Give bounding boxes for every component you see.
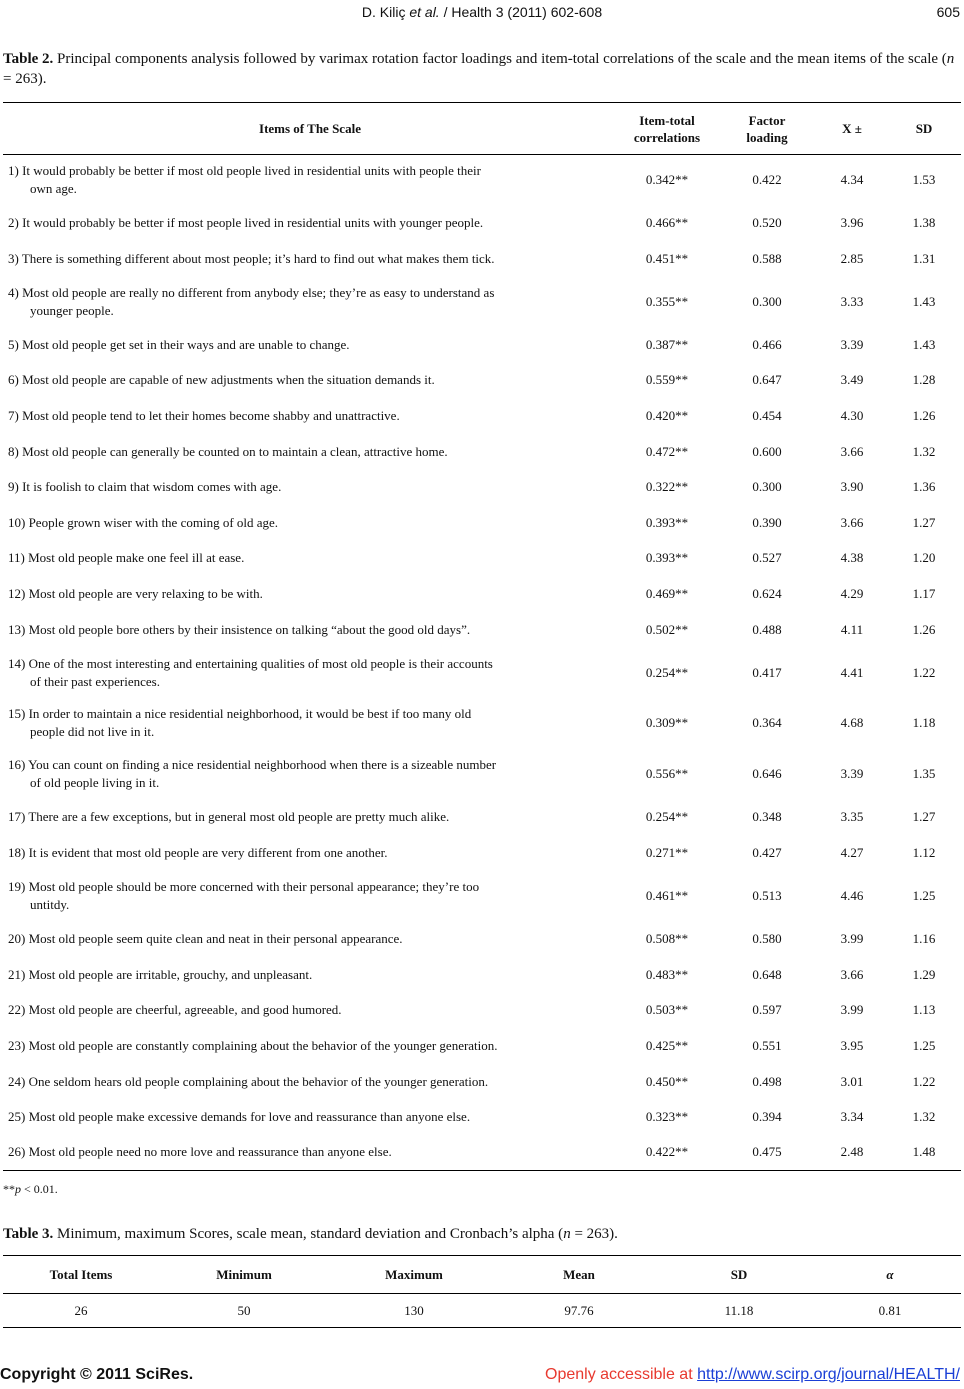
table-row bbox=[3, 576, 961, 612]
table-row bbox=[3, 434, 961, 470]
item-total-correlation: 0.254** bbox=[645, 664, 689, 680]
item-total-correlation: 0.503** bbox=[645, 1002, 689, 1018]
item-total-correlation: 0.322** bbox=[645, 479, 689, 495]
item-total-correlation: 0.451** bbox=[645, 250, 689, 266]
table2-caption-text: Principal components analysis followed by varimax rotation factor loadings and item-total correlations of the scale and the mean items of the scale ( bbox=[53, 51, 947, 67]
item-line-continued: own age. bbox=[30, 181, 77, 197]
table2-n-symbol: n bbox=[946, 51, 955, 67]
factor-loading: 0.364 bbox=[752, 715, 782, 731]
item-total-correlation: 0.461** bbox=[645, 888, 689, 903]
item-text bbox=[3, 241, 617, 277]
item-line: 16) You can count on finding a nice residential neighborhood when there is a sizeable number bbox=[8, 757, 497, 773]
table-row bbox=[3, 541, 961, 577]
t3-sd: 11.18 bbox=[724, 1302, 754, 1318]
factor-loading: 0.647 bbox=[752, 372, 782, 388]
item-line: 23) Most old people are constantly complaining about the behavior of the younger generation. bbox=[8, 1037, 498, 1053]
factor-loading: 0.390 bbox=[752, 514, 782, 530]
item-total-correlation: 0.450** bbox=[645, 1073, 689, 1089]
t3-alpha: 0.81 bbox=[878, 1302, 902, 1318]
item-mean: 3.99 bbox=[840, 1002, 864, 1018]
item-sd: 1.53 bbox=[912, 172, 936, 188]
item-line: 10) People grown wiser with the coming of old age. bbox=[8, 514, 279, 530]
item-text bbox=[3, 327, 617, 363]
item-sd: 1.25 bbox=[912, 888, 936, 903]
table-row bbox=[3, 871, 961, 922]
table-row bbox=[3, 647, 961, 698]
item-total-correlation: 0.469** bbox=[645, 586, 689, 602]
table3-label: Table 3. bbox=[3, 1226, 54, 1242]
table3-caption bbox=[3, 1224, 961, 1244]
table-row bbox=[3, 1028, 961, 1064]
factor-loading: 0.300 bbox=[752, 479, 782, 495]
table3-row bbox=[3, 1294, 961, 1328]
item-text bbox=[3, 469, 617, 505]
item-mean: 4.34 bbox=[840, 172, 864, 188]
item-text bbox=[3, 276, 617, 327]
page-number: 605 bbox=[936, 4, 960, 20]
access-text: Openly accessible at bbox=[545, 1366, 698, 1383]
table3-caption-text: Minimum, maximum Scores, scale mean, standard deviation and Cronbach’s alpha ( bbox=[53, 1226, 564, 1242]
t3-header-alpha: α bbox=[886, 1267, 894, 1282]
item-sd: 1.22 bbox=[912, 664, 936, 680]
item-text bbox=[3, 921, 617, 957]
factor-loading: 0.588 bbox=[752, 250, 782, 266]
factor-loading: 0.551 bbox=[752, 1037, 782, 1053]
item-sd: 1.27 bbox=[912, 514, 936, 530]
t3-header-mean: Mean bbox=[563, 1267, 595, 1282]
item-line: 5) Most old people get set in their ways and are unable to change. bbox=[8, 336, 350, 352]
table2 bbox=[3, 102, 961, 1171]
item-text bbox=[3, 871, 617, 922]
item-mean: 3.66 bbox=[840, 514, 864, 530]
table-row bbox=[3, 835, 961, 871]
item-line: 1) It would probably be better if most old people lived in residential units with people their bbox=[8, 163, 481, 179]
item-text bbox=[3, 398, 617, 434]
header-item-total-line2: correlations bbox=[633, 129, 701, 145]
item-line: 14) One of the most interesting and entertaining qualities of most old people is their accounts bbox=[8, 655, 493, 671]
table2-label: Table 2. bbox=[3, 51, 54, 67]
factor-loading: 0.348 bbox=[752, 809, 782, 825]
item-total-correlation: 0.502** bbox=[645, 621, 689, 637]
item-total-correlation: 0.393** bbox=[645, 514, 689, 530]
factor-loading: 0.454 bbox=[752, 408, 782, 424]
item-line: 6) Most old people are capable of new adjustments when the situation demands it. bbox=[8, 372, 435, 388]
t3-maximum: 130 bbox=[404, 1302, 424, 1318]
factor-loading: 0.597 bbox=[752, 1002, 782, 1018]
item-total-correlation: 0.393** bbox=[645, 550, 689, 566]
header-factor-line2: loading bbox=[746, 129, 788, 145]
item-sd: 1.31 bbox=[912, 250, 936, 266]
factor-loading: 0.600 bbox=[752, 443, 782, 459]
item-total-correlation: 0.355** bbox=[645, 293, 689, 309]
table-row bbox=[3, 1099, 961, 1135]
t3-minimum: 50 bbox=[237, 1302, 251, 1318]
header-sd: SD bbox=[915, 121, 933, 136]
table-row bbox=[3, 398, 961, 434]
item-mean: 3.39 bbox=[840, 336, 864, 352]
factor-loading: 0.513 bbox=[752, 888, 782, 903]
table-row bbox=[3, 241, 961, 277]
t3-header-sd: SD bbox=[730, 1267, 748, 1282]
item-sd: 1.25 bbox=[912, 1037, 936, 1053]
item-total-correlation: 0.420** bbox=[645, 408, 689, 424]
copyright: Copyright © 2011 SciRes. bbox=[0, 1366, 194, 1383]
table-row bbox=[3, 921, 961, 957]
item-mean: 3.95 bbox=[840, 1037, 864, 1053]
item-sd: 1.22 bbox=[912, 1073, 936, 1089]
table-row bbox=[3, 957, 961, 993]
t3-mean: 97.76 bbox=[564, 1302, 594, 1318]
item-line: 19) Most old people should be more concerned with their personal appearance; they’re too bbox=[8, 879, 480, 894]
table2-caption bbox=[3, 49, 961, 89]
item-line: 26) Most old people need no more love and reassurance than anyone else. bbox=[8, 1144, 392, 1160]
table2-footnote bbox=[3, 1182, 58, 1197]
item-line-continued: of their past experiences. bbox=[30, 673, 160, 689]
item-line: 4) Most old people are really no different from anybody else; they’re as easy to understand as bbox=[8, 284, 495, 300]
header-authors: D. Kiliç bbox=[361, 4, 410, 20]
item-total-correlation: 0.323** bbox=[645, 1109, 689, 1125]
header-et-al: et al. bbox=[409, 4, 440, 20]
factor-loading: 0.422 bbox=[752, 172, 782, 188]
table-row bbox=[3, 155, 961, 206]
item-text bbox=[3, 698, 617, 749]
item-sd: 1.28 bbox=[912, 372, 936, 388]
factor-loading: 0.624 bbox=[752, 586, 782, 602]
item-mean: 4.41 bbox=[840, 664, 864, 680]
table-row bbox=[3, 276, 961, 327]
table-row bbox=[3, 327, 961, 363]
item-line-continued: younger people. bbox=[30, 302, 114, 318]
item-mean: 2.85 bbox=[840, 250, 864, 266]
table-row bbox=[3, 1064, 961, 1100]
item-line: 8) Most old people can generally be counted on to maintain a clean, attractive home. bbox=[8, 443, 448, 459]
item-text bbox=[3, 647, 617, 698]
item-text bbox=[3, 957, 617, 993]
item-total-correlation: 0.472** bbox=[645, 443, 689, 459]
item-text bbox=[3, 749, 617, 800]
item-text bbox=[3, 993, 617, 1029]
footnote-p: p bbox=[15, 1182, 21, 1196]
item-mean: 3.96 bbox=[840, 214, 864, 230]
item-line: 20) Most old people seem quite clean and neat in their personal appearance. bbox=[8, 931, 403, 947]
factor-loading: 0.520 bbox=[752, 214, 782, 230]
item-total-correlation: 0.254** bbox=[645, 809, 689, 825]
factor-loading: 0.466 bbox=[752, 336, 782, 352]
factor-loading: 0.394 bbox=[752, 1109, 782, 1125]
table2-caption-end: = 263). bbox=[3, 71, 47, 87]
t3-header-total-items: Total Items bbox=[49, 1267, 113, 1282]
table-row bbox=[3, 799, 961, 835]
header-factor-loading bbox=[717, 103, 817, 155]
table-row bbox=[3, 363, 961, 399]
factor-loading: 0.646 bbox=[752, 766, 782, 782]
table-row bbox=[3, 1135, 961, 1171]
footnote-text: < 0.01. bbox=[21, 1182, 58, 1196]
header-mean: X ± bbox=[842, 121, 862, 136]
item-line: 7) Most old people tend to let their homes become shabby and unattractive. bbox=[8, 408, 400, 424]
item-mean: 3.66 bbox=[840, 443, 864, 459]
header-item-total-line1: Item-total bbox=[639, 112, 695, 128]
item-line: 13) Most old people bore others by their insistence on talking “about the good old days”. bbox=[8, 621, 471, 637]
item-sd: 1.18 bbox=[912, 715, 936, 731]
item-line: 9) It is foolish to claim that wisdom comes with age. bbox=[8, 479, 282, 495]
item-mean: 3.66 bbox=[840, 966, 864, 982]
table3-caption-end: = 263). bbox=[570, 1226, 618, 1242]
factor-loading: 0.527 bbox=[752, 550, 782, 566]
factor-loading: 0.417 bbox=[752, 664, 782, 680]
item-line: 2) It would probably be better if most people lived in residential units with younger people. bbox=[8, 214, 484, 230]
access-note bbox=[545, 1366, 960, 1384]
factor-loading: 0.427 bbox=[752, 844, 782, 860]
table-row bbox=[3, 749, 961, 800]
item-text bbox=[3, 155, 617, 206]
item-total-correlation: 0.556** bbox=[645, 766, 689, 782]
table3-n-symbol: n bbox=[563, 1226, 571, 1242]
item-text bbox=[3, 799, 617, 835]
item-mean: 3.33 bbox=[840, 293, 864, 309]
item-sd: 1.38 bbox=[912, 214, 936, 230]
t3-header-minimum: Minimum bbox=[216, 1267, 272, 1282]
item-line: 22) Most old people are cheerful, agreeable, and good humored. bbox=[8, 1002, 342, 1018]
item-text bbox=[3, 505, 617, 541]
item-sd: 1.20 bbox=[912, 550, 936, 566]
item-mean: 3.35 bbox=[840, 809, 864, 825]
item-mean: 3.34 bbox=[840, 1109, 864, 1125]
item-sd: 1.29 bbox=[912, 966, 936, 982]
item-sd: 1.12 bbox=[912, 844, 936, 860]
item-sd: 1.26 bbox=[912, 408, 936, 424]
item-mean: 4.38 bbox=[840, 550, 864, 566]
item-total-correlation: 0.422** bbox=[645, 1144, 689, 1160]
item-sd: 1.32 bbox=[912, 1109, 936, 1125]
item-sd: 1.36 bbox=[912, 479, 936, 495]
item-line: 18) It is evident that most old people are very different from one another. bbox=[8, 844, 388, 860]
item-total-correlation: 0.271** bbox=[645, 844, 689, 860]
factor-loading: 0.475 bbox=[752, 1144, 782, 1160]
t3-total-items: 26 bbox=[74, 1302, 88, 1318]
table-row bbox=[3, 505, 961, 541]
table2-header-row bbox=[3, 103, 961, 155]
item-total-correlation: 0.466** bbox=[645, 214, 689, 230]
item-mean: 3.49 bbox=[840, 372, 864, 388]
item-sd: 1.32 bbox=[912, 443, 936, 459]
item-line: 25) Most old people make excessive demands for love and reassurance than anyone else. bbox=[8, 1109, 471, 1125]
running-title bbox=[0, 4, 964, 20]
header-factor-line1: Factor bbox=[748, 112, 786, 128]
t3-header-maximum: Maximum bbox=[385, 1267, 443, 1282]
table2-body bbox=[3, 155, 961, 1171]
item-total-correlation: 0.559** bbox=[645, 372, 689, 388]
item-text bbox=[3, 835, 617, 871]
item-line-continued: untitdy. bbox=[30, 897, 70, 912]
item-total-correlation: 0.387** bbox=[645, 336, 689, 352]
item-sd: 1.43 bbox=[912, 293, 936, 309]
item-total-correlation: 0.508** bbox=[645, 931, 689, 947]
table-row bbox=[3, 612, 961, 648]
item-sd: 1.27 bbox=[912, 809, 936, 825]
item-mean: 4.46 bbox=[840, 888, 864, 903]
item-sd: 1.43 bbox=[912, 336, 936, 352]
item-line: 12) Most old people are very relaxing to be with. bbox=[8, 586, 263, 602]
item-text bbox=[3, 576, 617, 612]
item-mean: 4.30 bbox=[840, 408, 864, 424]
item-total-correlation: 0.309** bbox=[645, 715, 689, 731]
item-sd: 1.35 bbox=[912, 766, 936, 782]
item-mean: 4.68 bbox=[840, 715, 864, 731]
item-mean: 2.48 bbox=[840, 1144, 864, 1160]
journal-link[interactable]: http://www.scirp.org/journal/HEALTH/ bbox=[697, 1366, 960, 1383]
running-header bbox=[0, 2, 964, 24]
factor-loading: 0.498 bbox=[752, 1073, 782, 1089]
item-sd: 1.48 bbox=[912, 1144, 936, 1160]
item-line: 21) Most old people are irritable, grouchy, and unpleasant. bbox=[8, 966, 313, 982]
item-text bbox=[3, 1099, 617, 1135]
item-line: 17) There are a few exceptions, but in general most old people are pretty much alike. bbox=[8, 809, 450, 825]
header-item-total bbox=[617, 103, 717, 155]
item-total-correlation: 0.342** bbox=[645, 172, 689, 188]
item-text bbox=[3, 1028, 617, 1064]
item-text bbox=[3, 541, 617, 577]
item-text bbox=[3, 1135, 617, 1171]
item-mean: 3.90 bbox=[840, 479, 864, 495]
item-text bbox=[3, 205, 617, 241]
item-mean: 4.29 bbox=[840, 586, 864, 602]
item-text bbox=[3, 1064, 617, 1100]
item-line: 11) Most old people make one feel ill at ease. bbox=[8, 550, 245, 566]
item-line: 15) In order to maintain a nice residential neighborhood, it would be best if too many old bbox=[8, 706, 472, 722]
item-total-correlation: 0.483** bbox=[645, 966, 689, 982]
factor-loading: 0.580 bbox=[752, 931, 782, 947]
item-line: 3) There is something different about most people; it’s hard to find out what makes them tick. bbox=[8, 250, 495, 266]
item-text bbox=[3, 363, 617, 399]
item-mean: 3.39 bbox=[840, 766, 864, 782]
footnote-stars: ** bbox=[3, 1182, 15, 1196]
item-sd: 1.16 bbox=[912, 931, 936, 947]
item-text bbox=[3, 434, 617, 470]
table-row bbox=[3, 698, 961, 749]
item-line-continued: people did not live in it. bbox=[30, 724, 155, 740]
factor-loading: 0.488 bbox=[752, 621, 782, 637]
header-items: Items of The Scale bbox=[259, 121, 361, 136]
table3 bbox=[3, 1255, 961, 1328]
item-mean: 4.11 bbox=[840, 621, 864, 637]
table-row bbox=[3, 469, 961, 505]
item-line-continued: of old people living in it. bbox=[30, 775, 160, 791]
table-row bbox=[3, 993, 961, 1029]
item-total-correlation: 0.425** bbox=[645, 1037, 689, 1053]
table3-header-row bbox=[3, 1256, 961, 1294]
factor-loading: 0.300 bbox=[752, 293, 782, 309]
table-row bbox=[3, 205, 961, 241]
factor-loading: 0.648 bbox=[752, 966, 782, 982]
item-sd: 1.13 bbox=[912, 1002, 936, 1018]
item-mean: 4.27 bbox=[840, 844, 864, 860]
item-mean: 3.01 bbox=[840, 1073, 864, 1089]
item-sd: 1.26 bbox=[912, 621, 936, 637]
item-sd: 1.17 bbox=[912, 586, 936, 602]
item-text bbox=[3, 612, 617, 648]
header-journal: / Health 3 (2011) 602-608 bbox=[439, 4, 603, 20]
item-mean: 3.99 bbox=[840, 931, 864, 947]
item-line: 24) One seldom hears old people complaining about the behavior of the younger generation. bbox=[8, 1073, 489, 1089]
